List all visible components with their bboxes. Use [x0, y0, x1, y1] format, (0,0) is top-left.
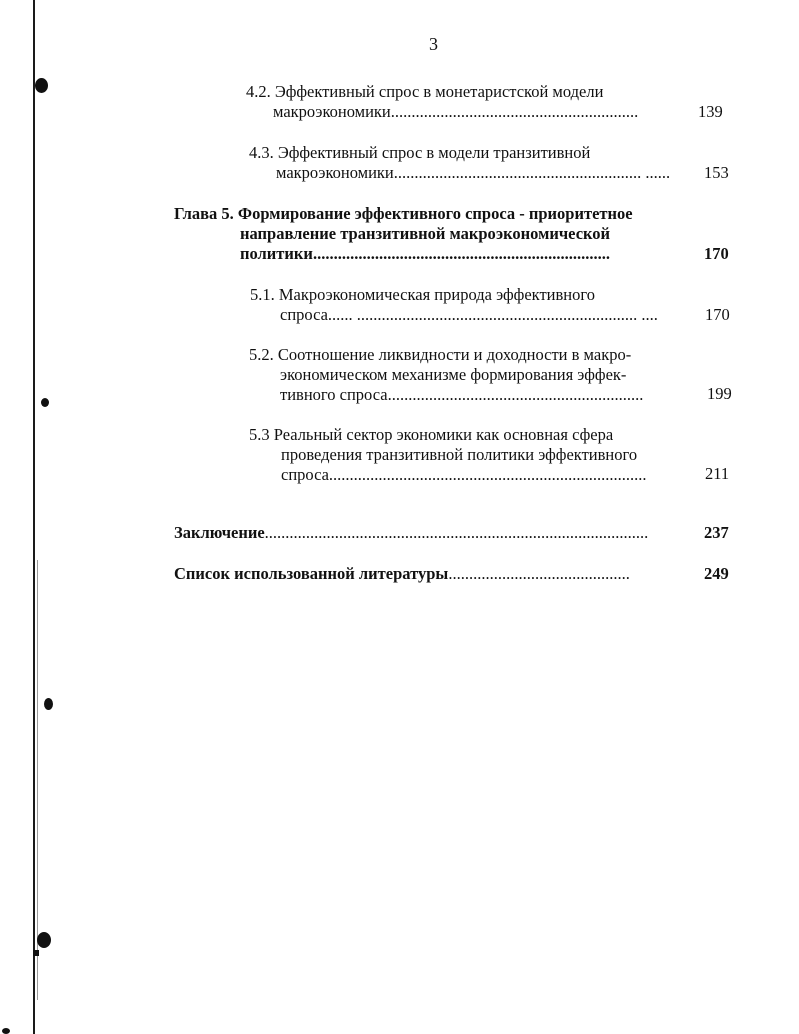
- toc-page-ref: 199: [707, 384, 732, 403]
- toc-chapter-title: политики: [240, 244, 313, 263]
- toc-chapter-5: [174, 204, 633, 264]
- toc-references: [174, 564, 630, 584]
- toc-entry-title-line: [246, 102, 638, 122]
- page-number: 3: [429, 34, 438, 54]
- toc-references-line: [174, 564, 630, 584]
- punch-hole-mark: [44, 698, 53, 710]
- toc-chapter-title-line: [174, 244, 633, 264]
- toc-leader-dots: ............................................................ ......: [393, 163, 671, 182]
- toc-entry-title: спроса: [280, 305, 328, 324]
- toc-page-ref: 237: [704, 523, 729, 542]
- toc-conclusion-line: [174, 523, 648, 543]
- toc-entry-title: спроса: [281, 465, 329, 484]
- punch-hole-mark: [37, 932, 51, 948]
- toc-page-ref: 170: [705, 305, 730, 324]
- toc-conclusion: [174, 523, 648, 543]
- toc-entry-title-line: [249, 465, 647, 485]
- toc-references-title: Список использованной литературы: [174, 564, 449, 583]
- toc-chapter-title: направление транзитивной макроэкономической: [240, 224, 611, 243]
- toc-entry-4-3: [249, 143, 670, 183]
- toc-conclusion-title: Заключение: [174, 523, 265, 542]
- toc-entry-title: тивного спроса: [280, 385, 388, 404]
- toc-entry-title: экономическом механизме формирования эффек-: [280, 365, 627, 384]
- toc-page-ref: 211: [705, 464, 730, 483]
- punch-hole-mark: [35, 78, 48, 93]
- toc-entry-title: 4.2. Эффективный спрос в монетаристской модели: [246, 82, 604, 101]
- toc-leader-dots: ........................................................................: [312, 244, 610, 263]
- toc-entry-title: 5.2. Соотношение ликвидности и доходности в макро-: [249, 345, 632, 364]
- toc-entry-title: проведения транзитивной политики эффективного: [281, 445, 638, 464]
- toc-leader-dots: ...... .................................................................... ....: [327, 305, 658, 324]
- toc-entry-4-2: [246, 82, 638, 122]
- toc-entry-title-line: [249, 385, 643, 405]
- toc-leader-dots: ............................................: [448, 564, 630, 583]
- scan-fleck: [33, 950, 39, 956]
- toc-entry-title: макроэкономики: [273, 102, 391, 121]
- toc-leader-dots: .............................................................................................: [264, 523, 649, 542]
- toc-entry-title: макроэкономики: [276, 163, 394, 182]
- toc-entry-5-3: [249, 425, 647, 485]
- toc-page-ref: 153: [704, 163, 729, 182]
- toc-chapter-title: Глава 5. Формирование эффективного спроса - приоритетное: [174, 204, 633, 223]
- scan-margin-line: [33, 0, 35, 1034]
- toc-page-ref: 170: [704, 244, 729, 263]
- toc-leader-dots: ............................................................: [390, 102, 639, 121]
- toc-entry-title: 5.1. Макроэкономическая природа эффективного: [250, 285, 595, 304]
- toc-entry-title-line: [249, 163, 670, 183]
- toc-entry-5-1: [250, 285, 658, 325]
- toc-entry-5-2: [249, 345, 643, 405]
- punch-hole-mark: [41, 398, 49, 407]
- toc-page-ref: 139: [698, 102, 723, 121]
- scan-fleck: [2, 1028, 10, 1034]
- toc-leader-dots: .............................................................................: [328, 465, 647, 484]
- toc-entry-title-line: [250, 305, 658, 325]
- toc-page-ref: 249: [704, 564, 729, 583]
- toc-leader-dots: ..............................................................: [387, 385, 644, 404]
- toc-entry-title: 4.3. Эффективный спрос в модели транзитивной: [249, 143, 591, 162]
- toc-entry-title: 5.3 Реальный сектор экономики как основная сфера: [249, 425, 614, 444]
